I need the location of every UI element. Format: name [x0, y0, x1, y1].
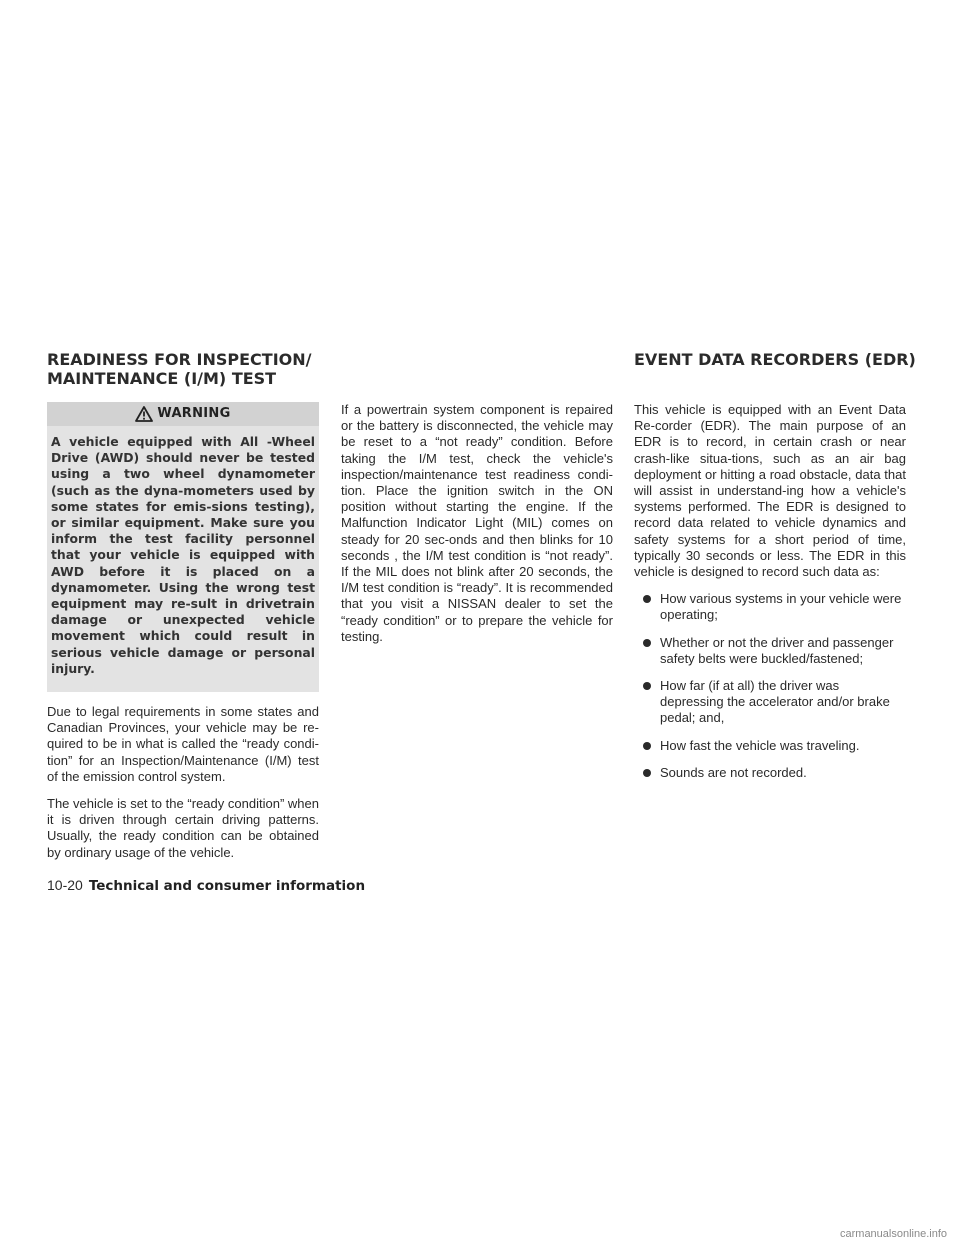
list-item	[634, 635, 906, 667]
list-item-text: Sounds are not recorded.	[660, 764, 807, 780]
heading-line-2: MAINTENANCE (I/M) TEST	[47, 369, 277, 388]
list-item	[634, 678, 906, 727]
page-number: 10-20	[47, 877, 83, 893]
column-3	[634, 402, 906, 792]
list-item	[634, 738, 906, 754]
list-item	[634, 591, 906, 623]
list-item-text: How various systems in your vehicle were operating;	[660, 591, 902, 623]
paragraph: Due to legal requirements in some states and Canadian Provinces, your vehicle may be re-quired to be in what is called the “ready condi-tion” for an Inspection/Maintenance (I/M) test of the emission control system.	[47, 704, 319, 784]
warning-box	[47, 402, 319, 692]
column-1	[47, 402, 319, 872]
bullet-icon	[643, 742, 651, 750]
edr-data-list	[634, 591, 906, 781]
section-heading-im-test	[47, 350, 347, 388]
warning-header	[47, 402, 319, 426]
list-item-text: Whether or not the driver and passenger safety belts were buckled/fastened;	[660, 634, 894, 666]
list-item-text: How far (if at all) the driver was depressing the accelerator and/or brake pedal; and,	[660, 678, 890, 726]
warning-title: WARNING	[157, 405, 231, 421]
page-footer	[47, 877, 365, 894]
bullet-icon	[643, 769, 651, 777]
watermark: carmanualsonline.info	[840, 1228, 948, 1240]
paragraph: If a powertrain system component is repaired or the battery is disconnected, the vehicle may be reset to a “not ready” condition. Before taking the I/M test, check the vehicle's inspection/maintenance test readiness condi-tion. Place the ignition switch in the ON position without starting the engine. If the Malfunction Indicator Light (MIL) comes on steady for 20 sec-onds and then blinks for 10 seconds , the I/M test condition is “not ready”. If the MIL does not blink after 20 seconds, the I/M test condition is “ready”. It is recommended that you visit a NISSAN dealer to set the “ready condition” or to prepare the vehicle for testing.	[341, 402, 613, 644]
paragraph: The vehicle is set to the “ready condition” when it is driven through certain driving patterns. Usually, the ready condition can be obtained by ordinary usage of the vehicle.	[47, 796, 319, 860]
bullet-icon	[643, 595, 651, 603]
heading-line-1: READINESS FOR INSPECTION/	[47, 350, 312, 369]
section-heading-edr: EVENT DATA RECORDERS (EDR)	[634, 350, 916, 369]
column-2	[341, 402, 613, 656]
footer-section-title: Technical and consumer information	[88, 878, 366, 894]
list-item-text: How fast the vehicle was traveling.	[660, 737, 860, 753]
list-item	[634, 765, 906, 781]
bullet-icon	[643, 639, 651, 647]
bullet-icon	[643, 682, 651, 690]
edr-intro-paragraph: This vehicle is equipped with an Event Data Re-corder (EDR). The main purpose of an EDR is to record, in certain crash or near crash-like situa-tions, such as an air bag deployment or hitting a road obstacle, data that will assist in understand-ing how a vehicle's systems performed. The EDR is designed to record data related to vehicle dynamics and safety systems for a short period of time, typically 30 seconds or less. The EDR in this vehicle is designed to record such data as:	[634, 402, 906, 580]
warning-triangle-icon	[135, 406, 153, 422]
warning-text: A vehicle equipped with All -Wheel Drive (AWD) should never be tested using a two wheel dynamometer (such as the dyna-mometers used by some states for emis-sions testing), or similar equipment. Make sure you inform the test facility personnel that your vehicle is equipped with AWD before it is placed on a dynamometer. Using the wrong test equipment may re-sult in drivetrain damage or unexpected vehicle movement which could result in serious vehicle damage or personal injury.	[51, 434, 315, 676]
